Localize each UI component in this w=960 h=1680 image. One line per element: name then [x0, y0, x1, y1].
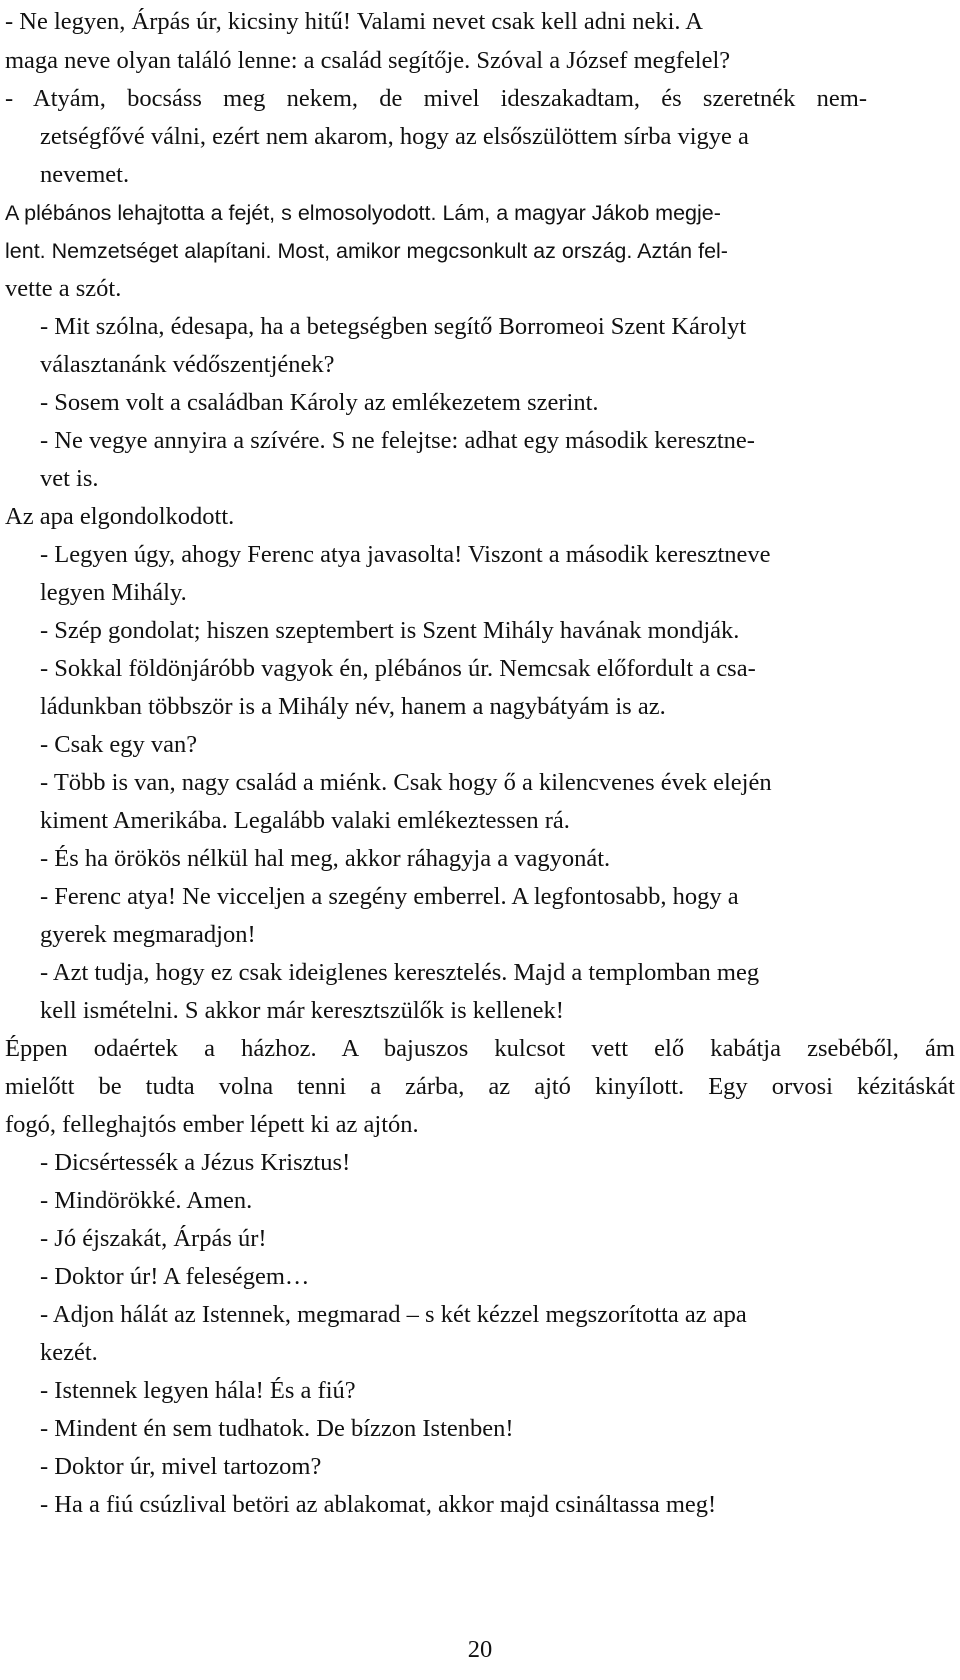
text-line: - Több is van, nagy család a miénk. Csak hogy ő a kilencvenes évek elején [40, 769, 772, 796]
text-line: - Ne vegye annyira a szívére. S ne felejtse: adhat egy második keresztne- [40, 427, 755, 454]
text-line: - Dicsértessék a Jézus Krisztus! [40, 1149, 351, 1176]
text-line: gyerek megmaradjon! [40, 921, 256, 948]
text-line: vette a szót. [5, 275, 122, 302]
text-line: - Mindent én sem tudhatok. De bízzon Istenben! [40, 1415, 514, 1442]
text-line: kezét. [40, 1339, 98, 1366]
text-line: - Istennek legyen hála! És a fiú? [40, 1377, 356, 1404]
text-line: választanánk védőszentjének? [40, 351, 335, 378]
text-line: - Ha a fiú csúzlival betöri az ablakomat, akkor majd csináltassa meg! [40, 1491, 717, 1518]
text-line: - Mindörökké. Amen. [40, 1187, 253, 1214]
text-line: - Ferenc atya! Ne vicceljen a szegény emberrel. A legfontosabb, hogy a [40, 883, 739, 910]
text-line: nevemet. [40, 161, 130, 188]
text-line: - Adjon hálát az Istennek, megmarad – s két kézzel megszorította az apa [40, 1301, 747, 1328]
text-line: fogó, felleghajtós ember lépett ki az ajtón. [5, 1111, 419, 1138]
text-line: ládunkban többször is a Mihály név, hanem a nagybátyám is az. [40, 693, 666, 720]
text-line: vet is. [40, 465, 99, 492]
text-line: - Ne legyen, Árpás úr, kicsiny hitű! Valami nevet csak kell adni neki. A [5, 8, 703, 35]
text-line: - Legyen úgy, ahogy Ferenc atya javasolta! Viszont a második keresztneve [40, 541, 771, 568]
text-line: mielőtt be tudta volna tenni a zárba, az ajtó kinyílott. Egy orvosi kézitáskát [5, 1073, 955, 1100]
text-line: - Szép gondolat; hiszen szeptembert is Szent Mihály havának mondják. [40, 617, 740, 644]
text-line: - Doktor úr, mivel tartozom? [40, 1453, 322, 1480]
text-line: - Mit szólna, édesapa, ha a betegségben segítő Borromeoi Szent Károlyt [40, 313, 747, 340]
text-line: Az apa elgondolkodott. [5, 503, 235, 530]
text-line: - Jó éjszakát, Árpás úr! [40, 1225, 267, 1252]
text-line: - Csak egy van? [40, 731, 198, 758]
text-line: - Azt tudja, hogy ez csak ideiglenes keresztelés. Majd a templomban meg [40, 959, 760, 986]
page-number: 20 [467, 1636, 493, 1663]
text-line: zetségfővé válni, ezért nem akarom, hogy az elsőszülöttem sírba vigye a [40, 123, 749, 150]
text-line: - Sokkal földönjáróbb vagyok én, plébános úr. Nemcsak előfordult a csa- [40, 655, 756, 682]
text-line: maga neve olyan találó lenne: a család segítője. Szóval a József megfelel? [5, 47, 731, 74]
text-line: kiment Amerikába. Legalább valaki emlékeztessen rá. [40, 807, 570, 834]
text-line: - Sosem volt a családban Károly az emlékezetem szerint. [40, 389, 599, 416]
text-line: A plébános lehajtotta a fejét, s elmosolyodott. Lám, a magyar Jákob megje- [5, 201, 721, 225]
text-line: - Atyám, bocsáss meg nekem, de mivel ideszakadtam, és szeretnék nem- [5, 85, 867, 112]
text-line: - És ha örökös nélkül hal meg, akkor ráhagyja a vagyonát. [40, 845, 611, 872]
text-line: Éppen odaértek a házhoz. A bajuszos kulcsot vett elő kabátja zsebéből, ám [5, 1035, 955, 1062]
text-line: - Doktor úr! A feleségem… [40, 1263, 310, 1290]
text-line: lent. Nemzetséget alapítani. Most, amikor megcsonkult az ország. Aztán fel- [5, 239, 728, 263]
text-line: legyen Mihály. [40, 579, 187, 606]
text-line: kell ismételni. S akkor már keresztszülők is kellenek! [40, 997, 564, 1024]
